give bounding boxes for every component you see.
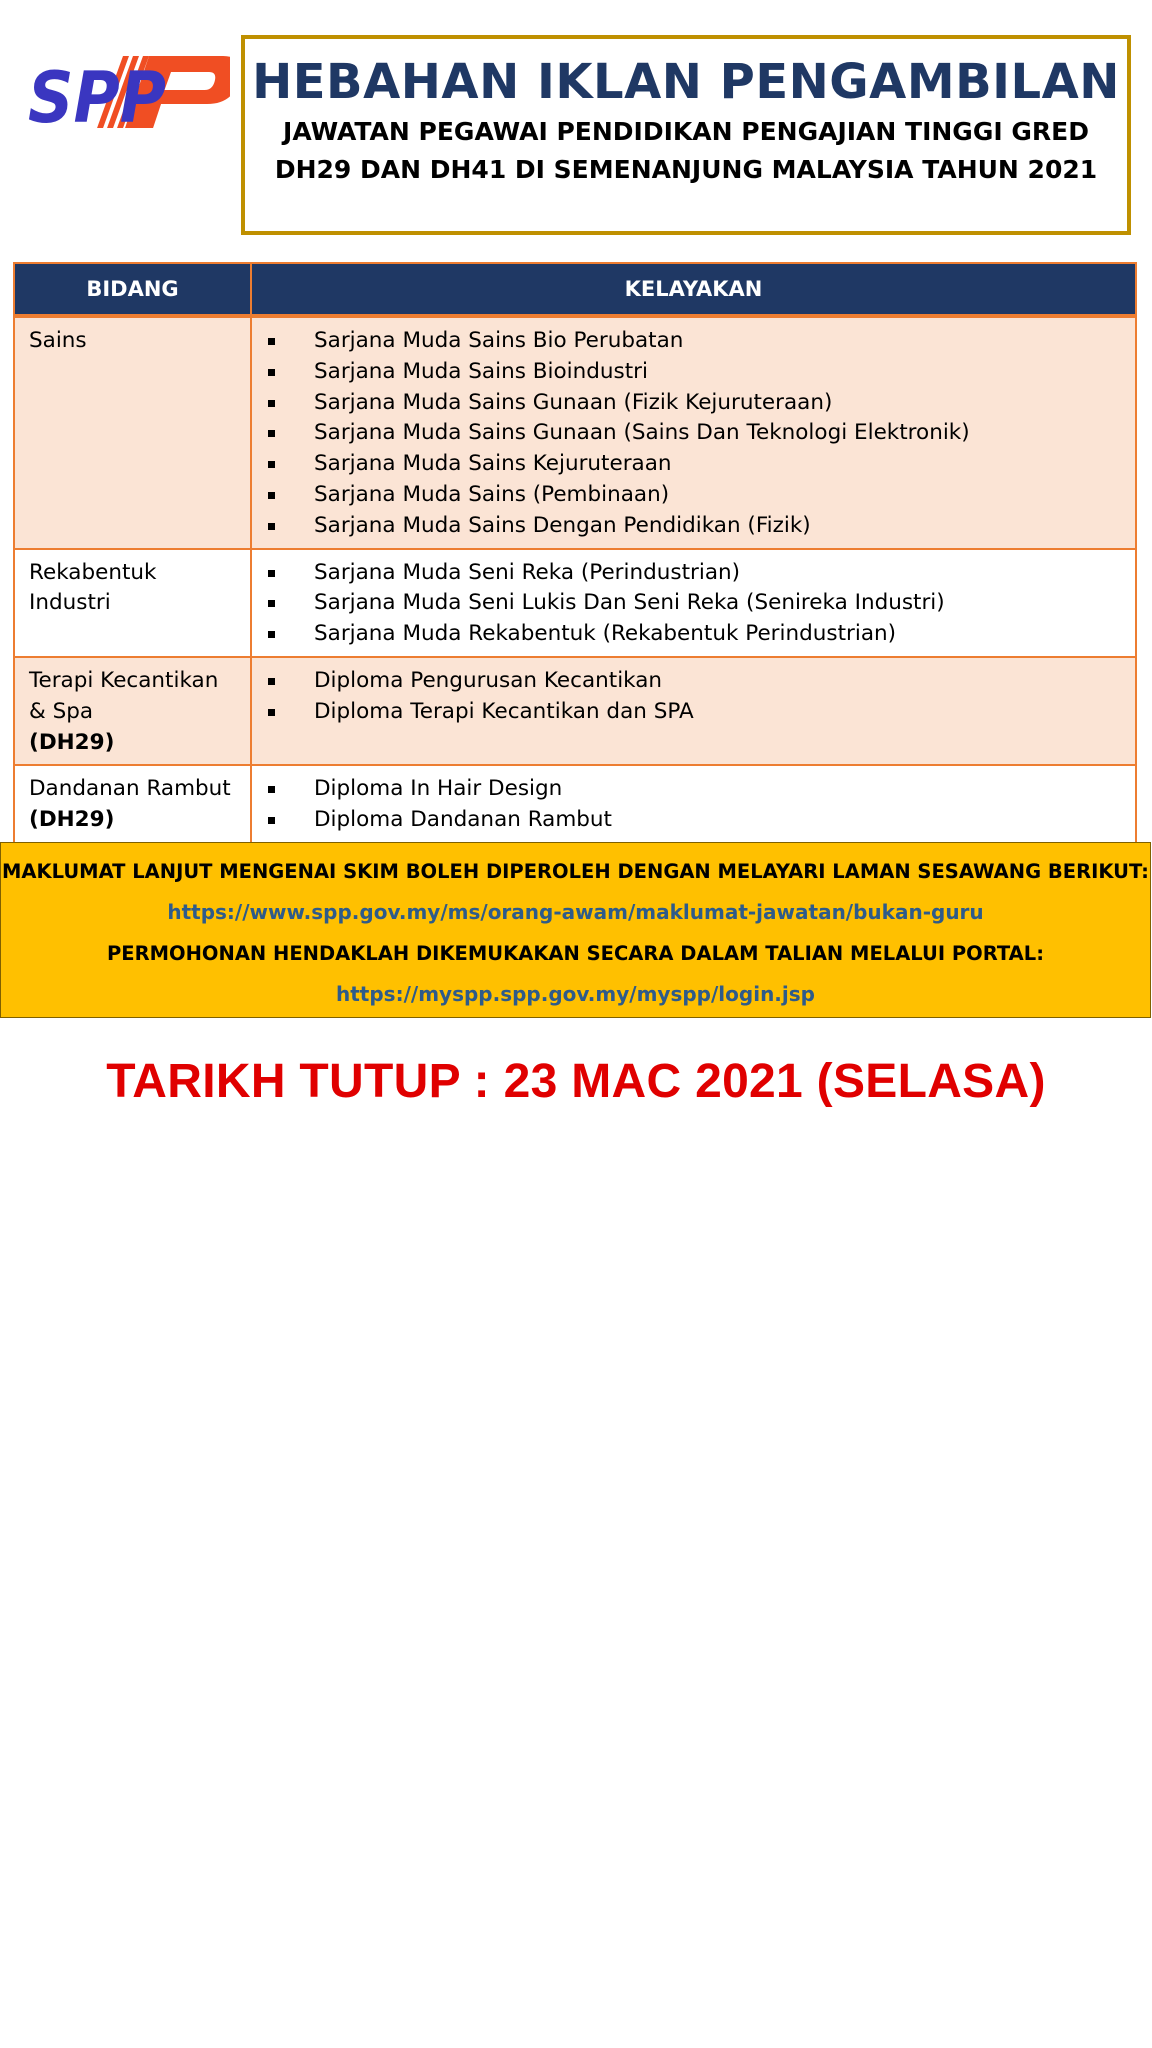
qualification-item: Sarjana Muda Sains (Pembinaan): [266, 480, 1121, 511]
table-header-row: [14, 263, 1136, 316]
qualification-item: Sarjana Muda Sains Gunaan (Sains Dan Teknologi Elektronik): [266, 418, 1121, 449]
qualification-item: Sarjana Muda Rekabentuk (Rekabentuk Perindustrian): [266, 619, 1121, 650]
qualification-item: Diploma Pengurusan Kecantikan: [266, 666, 1121, 697]
info-link[interactable]: https://www.spp.gov.my/ms/orang-awam/maklumat-jawatan/bukan-guru: [167, 900, 984, 924]
bidang-cell: [14, 316, 251, 549]
bidang-label: Rekabentuk Industri: [29, 559, 157, 616]
kelayakan-cell: [251, 657, 1136, 765]
bidang-cell: [14, 657, 251, 765]
table-row: [14, 549, 1136, 657]
bidang-label: Terapi Kecantikan & Spa: [29, 667, 219, 724]
qualification-item: Sarjana Muda Sains Kejuruteraan: [266, 449, 1121, 480]
kelayakan-cell: [251, 765, 1136, 843]
column-header-bidang: BIDANG: [14, 263, 251, 316]
grade-code: (DH29): [29, 807, 115, 833]
spp-logo: [24, 52, 230, 132]
qualifications-table: [13, 262, 1137, 844]
qualification-item: Diploma Dandanan Rambut: [266, 805, 1121, 836]
page-subtitle: JAWATAN PEGAWAI PENDIDIKAN PENGAJIAN TINGGI GRED DH29 DAN DH41 DI SEMENANJUNG MALAYSIA TAHUN 2021: [274, 117, 1098, 184]
bidang-label: Dandanan Rambut: [29, 776, 231, 802]
info-band: [0, 842, 1151, 1018]
table-row: [14, 657, 1136, 765]
qualification-list: [266, 774, 1121, 836]
qualification-item: Sarjana Muda Sains Bio Perubatan: [266, 326, 1121, 357]
grade-code: (DH29): [29, 729, 115, 755]
qualification-item: Sarjana Muda Seni Reka (Perindustrian): [266, 558, 1121, 589]
qualification-item: Diploma Terapi Kecantikan dan SPA: [266, 697, 1121, 728]
portal-link[interactable]: https://myspp.spp.gov.my/myspp/login.jsp: [336, 982, 815, 1006]
bidang-cell: [14, 765, 251, 843]
kelayakan-cell: [251, 316, 1136, 549]
table-row: [14, 316, 1136, 549]
qualification-item: Diploma In Hair Design: [266, 774, 1121, 805]
logo-text: SPP: [28, 57, 166, 132]
bidang-cell: [14, 549, 251, 657]
column-header-kelayakan: KELAYAKAN: [251, 263, 1136, 316]
qualification-item: Sarjana Muda Sains Gunaan (Fizik Kejuruteraan): [266, 388, 1121, 419]
info-text: MAKLUMAT LANJUT MENGENAI SKIM BOLEH DIPEROLEH DENGAN MELAYARI LAMAN SESAWANG BERIKUT:: [2, 860, 1149, 883]
title-box: [241, 35, 1131, 235]
qualification-item: Sarjana Muda Seni Lukis Dan Seni Reka (Senireka Industri): [266, 588, 1121, 619]
portal-text: PERMOHONAN HENDAKLAH DIKEMUKAKAN SECARA DALAM TALIAN MELALUI PORTAL:: [107, 942, 1044, 965]
page-title: HEBAHAN IKLAN PENGAMBILAN: [252, 54, 1120, 110]
closing-date: TARIKH TUTUP : 23 MAC 2021 (SELASA): [106, 1055, 1046, 1108]
kelayakan-cell: [251, 549, 1136, 657]
qualification-item: Sarjana Muda Sains Bioindustri: [266, 357, 1121, 388]
table-row: [14, 765, 1136, 843]
qualification-item: Sarjana Muda Sains Dengan Pendidikan (Fizik): [266, 511, 1121, 542]
bidang-label: Sains: [29, 328, 87, 353]
qualification-list: [266, 666, 1121, 728]
qualification-list: [266, 558, 1121, 650]
qualification-list: [266, 326, 1121, 542]
